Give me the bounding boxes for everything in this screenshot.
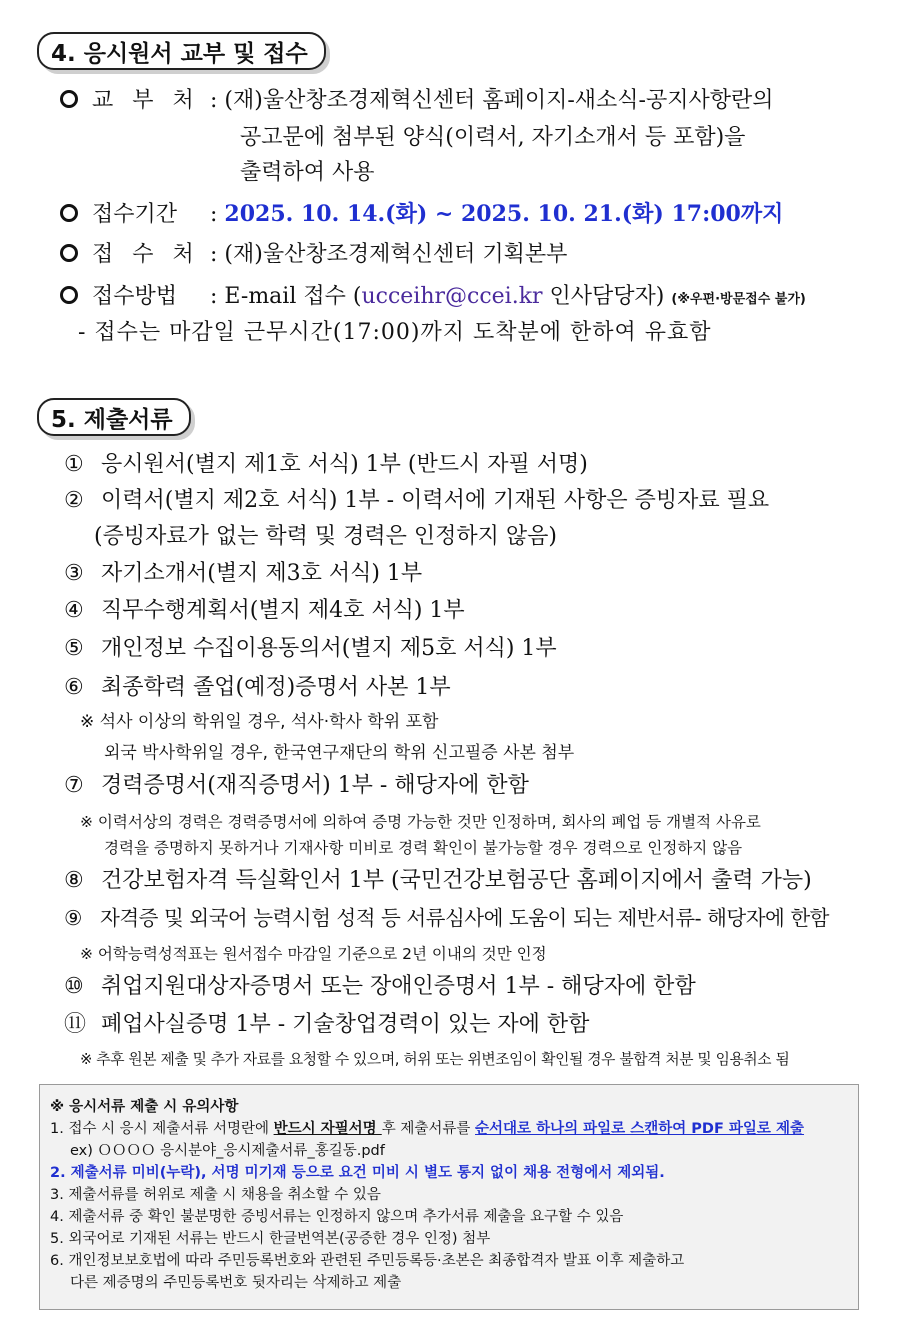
deadline-note: - 접수는 마감일 근무시간(17:00)까지 도착분에 한하여 유효함 (78, 320, 712, 345)
separator: : (210, 88, 218, 113)
section-5-title: 5. 제출서류 (51, 406, 173, 433)
notice-line-6b: 다른 제증명의 주민등록번호 뒷자리는 삭제하고 제출 (70, 1275, 402, 1291)
doc-number: ② (64, 488, 84, 513)
doc-number: ⑩ (64, 974, 84, 999)
circle-bullet-icon (60, 286, 78, 304)
distribution-value: (재)울산창조경제혁신센터 홈페이지-새소식-공지사항란의 (224, 88, 774, 113)
notice-text: 1. 접수 시 응시 제출서류 서명란에 (50, 1121, 274, 1137)
doc-number: ① (64, 452, 84, 477)
doc-number: ⑧ (64, 868, 84, 893)
method-note: (※우편·방문접수 불가) (671, 292, 806, 307)
method-value-post: 인사담당자) (542, 284, 665, 309)
method-label: 접수방법 (92, 284, 178, 309)
notice-line-3: 3. 제출서류를 허위로 제출 시 채용을 취소할 수 있음 (50, 1187, 381, 1203)
doc-number: ③ (64, 561, 84, 586)
doc-number: ⑦ (64, 773, 84, 798)
doc-text: 응시원서(별지 제1호 서식) 1부 (반드시 자필 서명) (101, 452, 588, 477)
method-row (60, 282, 806, 315)
doc-text: 이력서(별지 제2호 서식) 1부 - 이력서에 기재된 사항은 증빙자료 필요 (101, 488, 770, 513)
distribution-row (60, 86, 774, 116)
doc-number: ⑨ (64, 906, 82, 930)
doc-item (64, 1010, 589, 1040)
doc-number: ④ (64, 598, 84, 623)
doc-text: 개인정보 수집이용동의서(별지 제5호 서식) 1부 (101, 636, 557, 661)
doc-item (64, 903, 829, 933)
doc-item (64, 771, 529, 801)
doc-text: 경력증명서(재직증명서) 1부 - 해당자에 한함 (101, 773, 529, 798)
notice-line-1 (50, 1119, 804, 1139)
notice-text: 후 제출서류를 (381, 1121, 476, 1137)
doc-number: ⑥ (64, 675, 84, 700)
doc-text: 최종학력 졸업(예정)증명서 사본 1부 (101, 675, 451, 700)
note-6b: 외국 박사학위일 경우, 한국연구재단의 학위 신고필증 사본 첨부 (104, 743, 575, 763)
note-6a: ※ 석사 이상의 학위일 경우, 석사·학사 학위 포함 (80, 712, 439, 732)
section-4-heading (37, 32, 326, 70)
doc-item (64, 559, 422, 589)
circle-bullet-icon (60, 244, 78, 262)
doc-item (64, 972, 696, 1002)
receiver-value: (재)울산창조경제혁신센터 기획본부 (224, 242, 568, 267)
separator: : (210, 242, 218, 267)
note-11: ※ 추후 원본 제출 및 추가 자료를 요청할 수 있으며, 허위 또는 위변조임이 확인될 경우 불합격 처분 및 임용취소 됨 (80, 1051, 790, 1068)
notice-emphasis-blue: 순서대로 하나의 파일로 스캔하여 PDF 파일로 제출 (475, 1121, 805, 1137)
notice-example: ex) ＯＯＯＯ 응시분야_응시제출서류_홍길동.pdf (70, 1143, 385, 1159)
notice-line-4: 4. 제출서류 중 확인 불분명한 증빙서류는 인정하지 않으며 추가서류 제출을 요구할 수 있음 (50, 1209, 624, 1225)
receiver-row (60, 240, 567, 270)
doc-item (64, 450, 588, 480)
doc-text: 건강보험자격 득실확인서 1부 (국민건강보험공단 홈페이지에서 출력 가능) (101, 868, 812, 893)
submission-notice-box (39, 1084, 859, 1310)
separator: : (210, 202, 218, 227)
doc-text: 자격증 및 외국어 능력시험 성적 등 서류심사에 도움이 되는 제반서류- 해당자에 한함 (100, 906, 829, 930)
method-value: E-mail 접수 ( (224, 284, 362, 309)
period-label: 접수기간 (92, 202, 178, 227)
period-row (60, 199, 783, 230)
section-5-heading (37, 398, 191, 436)
doc-text: 취업지원대상자증명서 또는 장애인증명서 1부 - 해당자에 한함 (101, 974, 696, 999)
doc-item-cont: (증빙자료가 없는 학력 및 경력은 인정하지 않음) (94, 524, 557, 549)
distribution-cont-2: 출력하여 사용 (240, 160, 375, 185)
note-9: ※ 어학능력성적표는 원서접수 마감일 기준으로 2년 이내의 것만 인정 (80, 945, 547, 963)
doc-item (64, 866, 812, 896)
doc-text: 직무수행계획서(별지 제4호 서식) 1부 (101, 598, 465, 623)
notice-title: ※ 응시서류 제출 시 유의사항 (50, 1099, 239, 1115)
separator: : (210, 284, 218, 309)
note-7b: 경력을 증명하지 못하거나 기재사항 미비로 경력 확인이 불가능할 경우 경력으로 인정하지 않음 (104, 839, 743, 857)
section-4-title: 4. 응시원서 교부 및 접수 (51, 40, 308, 67)
doc-item (64, 486, 769, 516)
circle-bullet-icon (60, 204, 78, 222)
notice-line-5: 5. 외국어로 기재된 서류는 반드시 한글번역본(공증한 경우 인정) 첨부 (50, 1231, 491, 1247)
doc-item (64, 596, 465, 626)
circle-bullet-icon (60, 90, 78, 108)
doc-text: 자기소개서(별지 제3호 서식) 1부 (101, 561, 423, 586)
doc-item (64, 673, 451, 703)
notice-line-6a: 6. 개인정보보호법에 따라 주민등록번호와 관련된 주민등록등·초본은 최종합격자 발표 이후 제출하고 (50, 1253, 685, 1269)
note-7a: ※ 이력서상의 경력은 경력증명서에 의하여 증명 가능한 것만 인정하며, 회사의 폐업 등 개별적 사유로 (80, 813, 761, 831)
distribution-cont-1: 공고문에 첨부된 양식(이력서, 자기소개서 등 포함)을 (240, 125, 746, 150)
distribution-label: 교 부 처 (92, 88, 200, 113)
doc-number: ⑤ (64, 636, 84, 661)
period-value: 2025. 10. 14.(화) ~ 2025. 10. 21.(화) 17:00까지 (224, 201, 784, 227)
notice-line-2: 2. 제출서류 미비(누락), 서명 미기재 등으로 요건 미비 시 별도 통지 없이 채용 전형에서 제외됨. (50, 1165, 665, 1181)
receiver-label: 접 수 처 (92, 242, 200, 267)
doc-text: 폐업사실증명 1부 - 기술창업경력이 있는 자에 한함 (101, 1012, 590, 1037)
notice-emphasis: 반드시 자필서명 (273, 1121, 382, 1137)
email-link[interactable]: ucceihr@ccei.kr (361, 284, 543, 309)
doc-item (64, 634, 557, 664)
doc-number: ⑪ (64, 1012, 87, 1037)
